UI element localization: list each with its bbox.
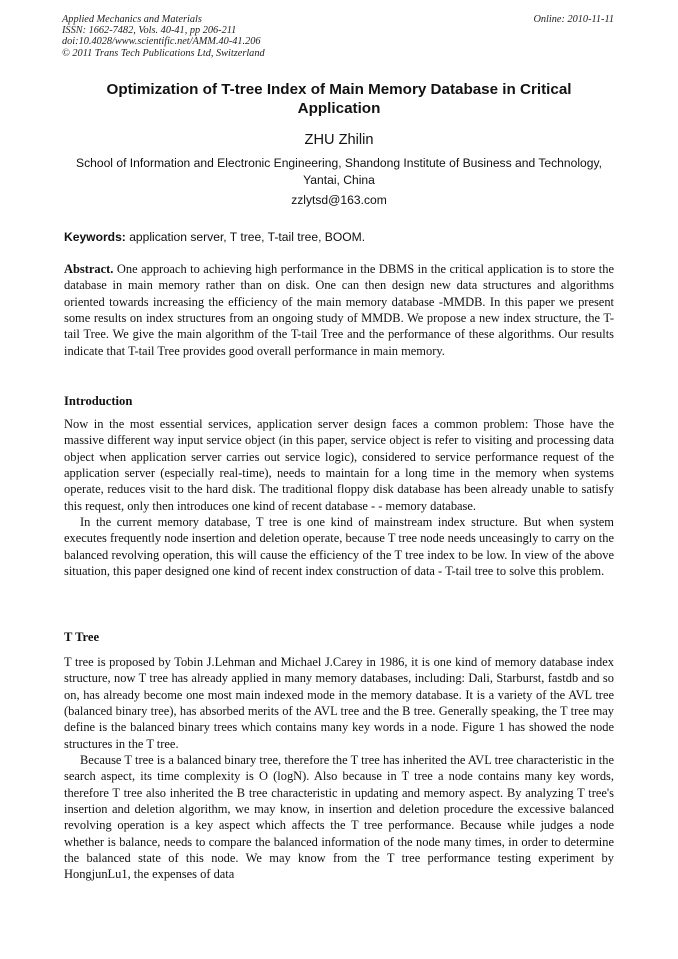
introduction-heading: Introduction bbox=[64, 394, 133, 408]
doi-line: doi:10.4028/www.scientific.net/AMM.40-41.206 bbox=[62, 36, 261, 48]
journal-name: Applied Mechanics and Materials bbox=[62, 14, 202, 25]
copyright-line: © 2011 Trans Tech Publications Ltd, Switzerland bbox=[62, 47, 265, 59]
introduction-body bbox=[64, 416, 614, 579]
author-name: ZHU Zhilin bbox=[304, 132, 374, 148]
online-date: Online: 2010-11-11 bbox=[533, 14, 614, 25]
keywords bbox=[64, 230, 614, 244]
keywords-text: application server, T tree, T-tail tree, BOOM. bbox=[125, 230, 366, 244]
paragraph: In the current memory database, T tree is one kind of mainstream index structure. But when system executes frequently node insertion and deletion operate, because T tree node needs unceasingly to carry on the balanced revolving operation, this will cause the efficiency of the T tree index to be low. In view of the above situation, this paper designed one kind of recent index construction of data - T-tail tree to solve this problem. bbox=[64, 515, 614, 579]
paragraph: T tree is proposed by Tobin J.Lehman and Michael J.Carey in 1986, it is one kind of memory database index structure, now T tree has already applied in many memory databases, including: Dali, Starburst, fastdb and so on, has already become one most main indexed mode in the memory database. It is a variety of the AVL tree (balanced binary tree), has absorbed merits of the AVL tree and the B tree. Generally speaking, the T tree may define is the balanced binary trees which contains many key words in a node. Figure 1 has showed the node structures in the T tree. bbox=[64, 655, 614, 751]
ttree-body bbox=[64, 654, 614, 883]
keywords-label: Keywords: bbox=[64, 230, 126, 244]
author-email: zzlytsd@163.com bbox=[291, 193, 387, 207]
paper-title: Optimization of T-tree Index of Main Memory Database in Critical Application bbox=[106, 81, 572, 117]
paragraph: Because T tree is a balanced binary tree, therefore the T tree has inherited the AVL tree characteristic in the search aspect, its time complexity is O (logN). Also because in T tree a node contains many key words, therefore T tree also inherited the B tree characteristic in updating and memory aspect. By analyzing T tree's insertion and deletion algorithm, we may know, in insertion and deletion procedure the excessive balanced revolving operation is a key aspect which affects the T tree performance. Because while judges a node whether is balance, needs to compare the balanced information of the node many times, in order to determine the balanced state of this node. We may know from the T tree performance testing experiment by HongjunLu1, the expenses of data bbox=[64, 753, 614, 882]
paragraph: Now in the most essential services, application server design faces a common problem: Those have the massive different way input service object (in this paper, service object is refer to visiting and processing data object when application server carries out service logic), considered to service performance request of the application server (especially real-time), needs to maintain for a long time in the memory when systems operate, reduces visit to the hard disk. The traditional floppy disk database has been already unable to satisfy this request, only then introduces one kind of recent database - - memory database. bbox=[64, 417, 614, 513]
abstract-label: Abstract. bbox=[64, 262, 114, 276]
abstract bbox=[64, 261, 614, 359]
issn-line: ISSN: 1662-7482, Vols. 40-41, pp 206-211 bbox=[62, 25, 237, 37]
journal-header bbox=[62, 14, 614, 59]
ttree-heading: T Tree bbox=[64, 630, 100, 644]
affiliation: School of Information and Electronic Engineering, Shandong Institute of Business and Technology, Yantai, China bbox=[76, 156, 602, 187]
abstract-text: One approach to achieving high performance in the DBMS in the critical application is to store the database in main memory rather than on disk. One can then design new data structures and algorithms oriented towards increasing the efficiency of the main memory database -MMDB. In this paper we present some results on index structures from an ongoing study of MMDB. We propose a new index structure, the T-tail Tree. We give the main algorithm of the T-tail Tree and the performance of these algorithms. Our results indicate that T-tail Tree provides good overall performance in main memory. bbox=[64, 262, 614, 358]
